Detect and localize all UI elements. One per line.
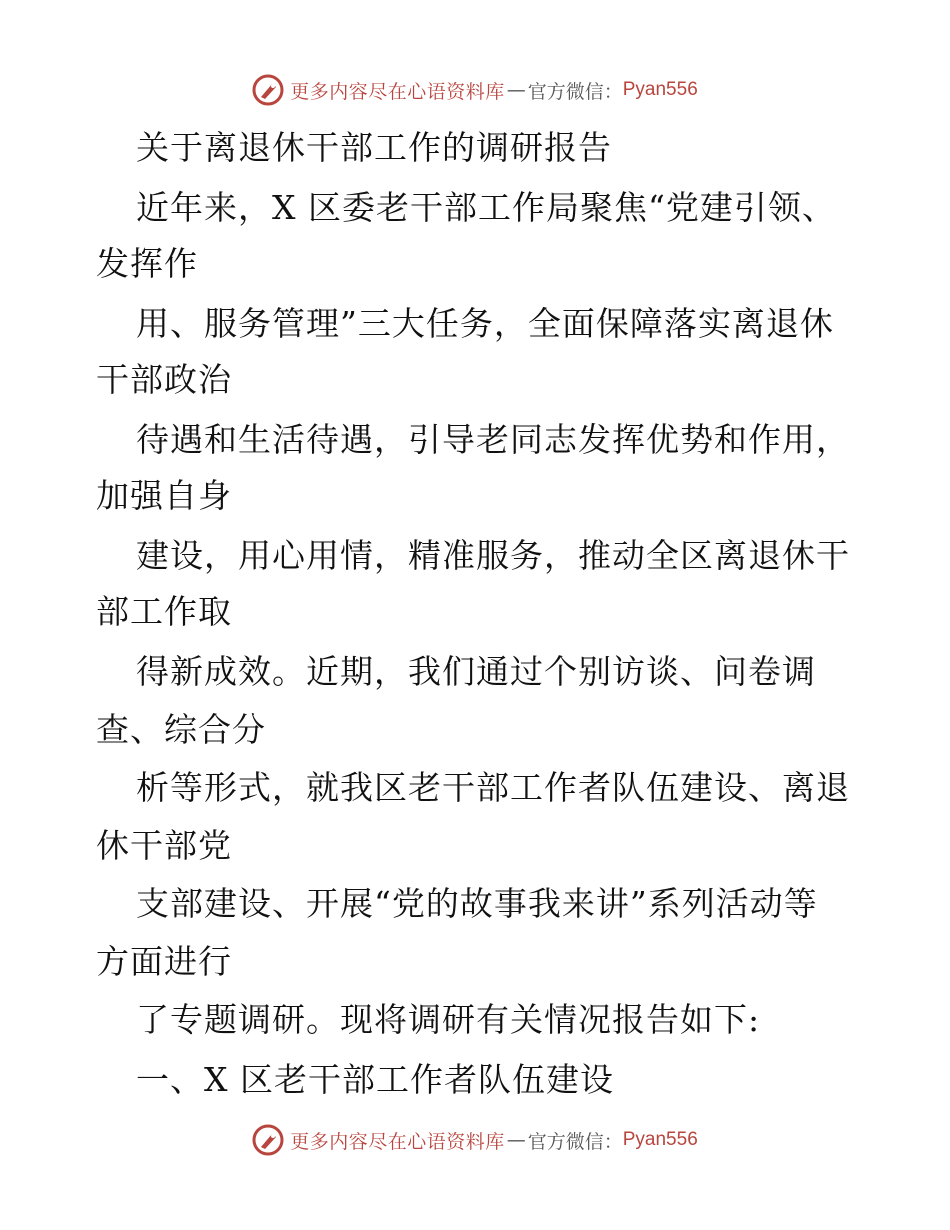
paragraph-line: 得新成效。近期，我们通过个别访谈、问卷调	[136, 652, 816, 691]
paragraph-line: 待遇和生活待遇，引导老同志发挥优势和作用，	[136, 420, 850, 459]
paragraph-line: 了专题调研。现将调研有关情况报告如下:	[136, 1000, 761, 1039]
document-body	[0, 118, 950, 1118]
watermark-main-text: 更多内容尽在心语资料库	[290, 80, 505, 103]
watermark-sub-text: 官方微信：	[527, 80, 623, 103]
pen-nib-seal-icon	[252, 74, 284, 106]
paragraph-line: 休干部党	[96, 826, 232, 865]
paragraph-line: 用、服务管理”三大任务，全面保障落实离退休	[136, 304, 834, 343]
paragraph-line: 方面进行	[96, 942, 232, 981]
paragraph-line: 发挥作	[96, 244, 198, 283]
paragraph-line: 加强自身	[96, 476, 232, 515]
watermark-main-text: 更多内容尽在心语资料库	[290, 1130, 505, 1153]
paragraph-line: 近年来，X 区委老干部工作局聚焦“党建引领、	[136, 188, 836, 227]
paragraph-line: 干部政治	[96, 360, 232, 399]
paragraph-line: 部工作取	[96, 592, 232, 631]
watermark-dash: —	[506, 1129, 526, 1151]
watermark-wechat-id: Pyan556	[622, 1129, 698, 1150]
watermark-sub-text: 官方微信：	[527, 1130, 623, 1153]
paragraph-line: 支部建设、开展“党的故事我来讲”系列活动等	[136, 884, 818, 923]
watermark-dash: —	[506, 79, 526, 101]
watermark-footer	[0, 1120, 950, 1160]
paragraph-line: 查、综合分	[96, 710, 266, 749]
paragraph-line: 析等形式，就我区老干部工作者队伍建设、离退	[136, 768, 850, 807]
document-title: 关于离退休干部工作的调研报告	[136, 128, 612, 167]
paragraph-line: 建设，用心用情，精准服务，推动全区离退休干	[136, 536, 850, 575]
section-heading: 一、X 区老干部工作者队伍建设	[136, 1060, 614, 1099]
pen-nib-seal-icon	[252, 1124, 284, 1156]
watermark-header	[0, 70, 950, 110]
watermark-wechat-id: Pyan556	[622, 79, 698, 100]
